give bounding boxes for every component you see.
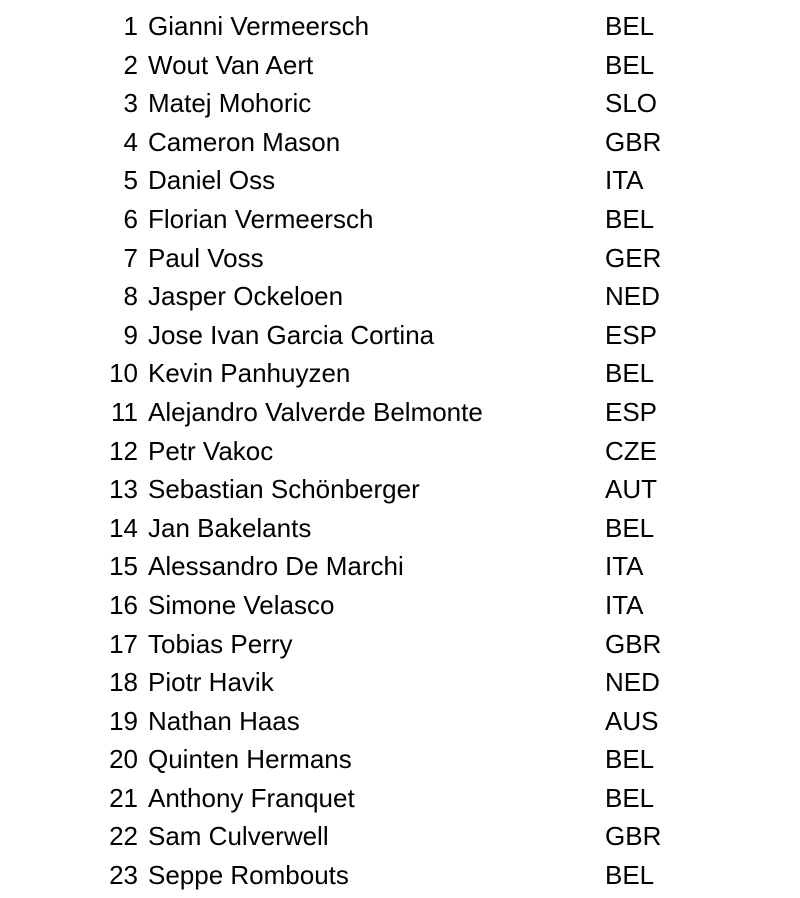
- result-row: [0, 354, 800, 393]
- result-row: [0, 586, 800, 625]
- rider-name-cell: Matej Mohoric: [148, 88, 312, 119]
- position-cell: 13: [109, 474, 138, 505]
- position-cell: 11: [111, 396, 138, 427]
- position-cell: 23: [109, 860, 138, 891]
- result-row: [0, 393, 800, 432]
- position-cell: 8: [123, 281, 138, 312]
- nationality-cell: GBR: [605, 628, 662, 659]
- rider-name-cell: Kevin Panhuyzen: [148, 358, 351, 389]
- position-cell: 5: [123, 165, 138, 196]
- rider-name-cell: Cameron Mason: [148, 126, 341, 157]
- position-cell: 2: [123, 49, 138, 80]
- position-cell: 16: [109, 589, 138, 620]
- result-row: [0, 84, 800, 123]
- nationality-cell: AUS: [605, 705, 659, 736]
- result-row: [0, 547, 800, 586]
- result-row: [0, 46, 800, 85]
- rider-name-cell: Wout Van Aert: [148, 49, 314, 80]
- nationality-cell: BEL: [605, 203, 655, 234]
- position-cell: 7: [123, 242, 138, 273]
- rider-name-cell: Daniel Oss: [148, 165, 276, 196]
- rider-name-cell: Sam Culverwell: [148, 821, 329, 852]
- rider-name-cell: Jose Ivan Garcia Cortina: [148, 319, 435, 350]
- result-row: [0, 856, 800, 895]
- rider-name-cell: Paul Voss: [148, 242, 264, 273]
- result-row: [0, 625, 800, 664]
- rider-name-cell: Anthony Franquet: [148, 782, 355, 813]
- rider-name-cell: Alejandro Valverde Belmonte: [148, 396, 483, 427]
- nationality-cell: CZE: [605, 435, 657, 466]
- nationality-cell: ESP: [605, 319, 658, 350]
- result-row: [0, 239, 800, 278]
- rider-name-cell: Piotr Havik: [148, 667, 274, 698]
- rider-name-cell: Florian Vermeersch: [148, 203, 374, 234]
- result-row: [0, 779, 800, 818]
- nationality-cell: BEL: [605, 860, 655, 891]
- rider-name-cell: Gianni Vermeersch: [148, 11, 370, 41]
- results-table: [0, 7, 800, 895]
- position-cell: 14: [109, 512, 138, 543]
- result-row: [0, 432, 800, 471]
- nationality-cell: ITA: [605, 165, 644, 196]
- position-cell: 22: [109, 821, 138, 852]
- nationality-cell: BEL: [605, 358, 655, 389]
- result-row: [0, 817, 800, 856]
- rider-name-cell: Tobias Perry: [148, 628, 293, 659]
- result-row: [0, 7, 800, 46]
- position-cell: 12: [109, 435, 138, 466]
- position-cell: 21: [109, 782, 138, 813]
- nationality-cell: NED: [605, 281, 660, 312]
- position-cell: 10: [109, 358, 138, 389]
- nationality-cell: GER: [605, 242, 662, 273]
- result-row: [0, 740, 800, 779]
- nationality-cell: ESP: [605, 396, 658, 427]
- position-cell: 4: [123, 126, 138, 157]
- nationality-cell: NED: [605, 667, 660, 698]
- rider-name-cell: Jan Bakelants: [148, 512, 312, 543]
- position-cell: 1: [123, 11, 138, 41]
- rider-name-cell: Quinten Hermans: [148, 744, 352, 775]
- result-row: [0, 509, 800, 548]
- nationality-cell: ITA: [605, 551, 644, 582]
- nationality-cell: BEL: [605, 49, 655, 80]
- rider-name-cell: Simone Velasco: [148, 589, 335, 620]
- nationality-cell: BEL: [605, 782, 655, 813]
- rider-name-cell: Sebastian Schönberger: [148, 474, 420, 505]
- result-row: [0, 123, 800, 162]
- result-row: [0, 316, 800, 355]
- rider-name-cell: Petr Vakoc: [148, 435, 274, 466]
- position-cell: 3: [123, 88, 138, 119]
- rider-name-cell: Seppe Rombouts: [148, 860, 349, 891]
- result-row: [0, 663, 800, 702]
- result-row: [0, 277, 800, 316]
- position-cell: 9: [123, 319, 138, 350]
- nationality-cell: BEL: [605, 744, 655, 775]
- result-row: [0, 702, 800, 741]
- nationality-cell: ITA: [605, 589, 644, 620]
- result-row: [0, 200, 800, 239]
- nationality-cell: BEL: [605, 11, 655, 41]
- position-cell: 18: [109, 667, 138, 698]
- position-cell: 20: [109, 744, 138, 775]
- result-row: [0, 470, 800, 509]
- position-cell: 15: [109, 551, 138, 582]
- rider-name-cell: Alessandro De Marchi: [148, 551, 404, 582]
- nationality-cell: GBR: [605, 126, 662, 157]
- position-cell: 6: [123, 203, 138, 234]
- result-row: [0, 161, 800, 200]
- rider-name-cell: Jasper Ockeloen: [148, 281, 344, 312]
- nationality-cell: SLO: [605, 88, 658, 119]
- nationality-cell: AUT: [605, 474, 657, 505]
- rider-name-cell: Nathan Haas: [148, 705, 300, 736]
- position-cell: 19: [109, 705, 138, 736]
- nationality-cell: BEL: [605, 512, 655, 543]
- position-cell: 17: [109, 628, 138, 659]
- nationality-cell: GBR: [605, 821, 662, 852]
